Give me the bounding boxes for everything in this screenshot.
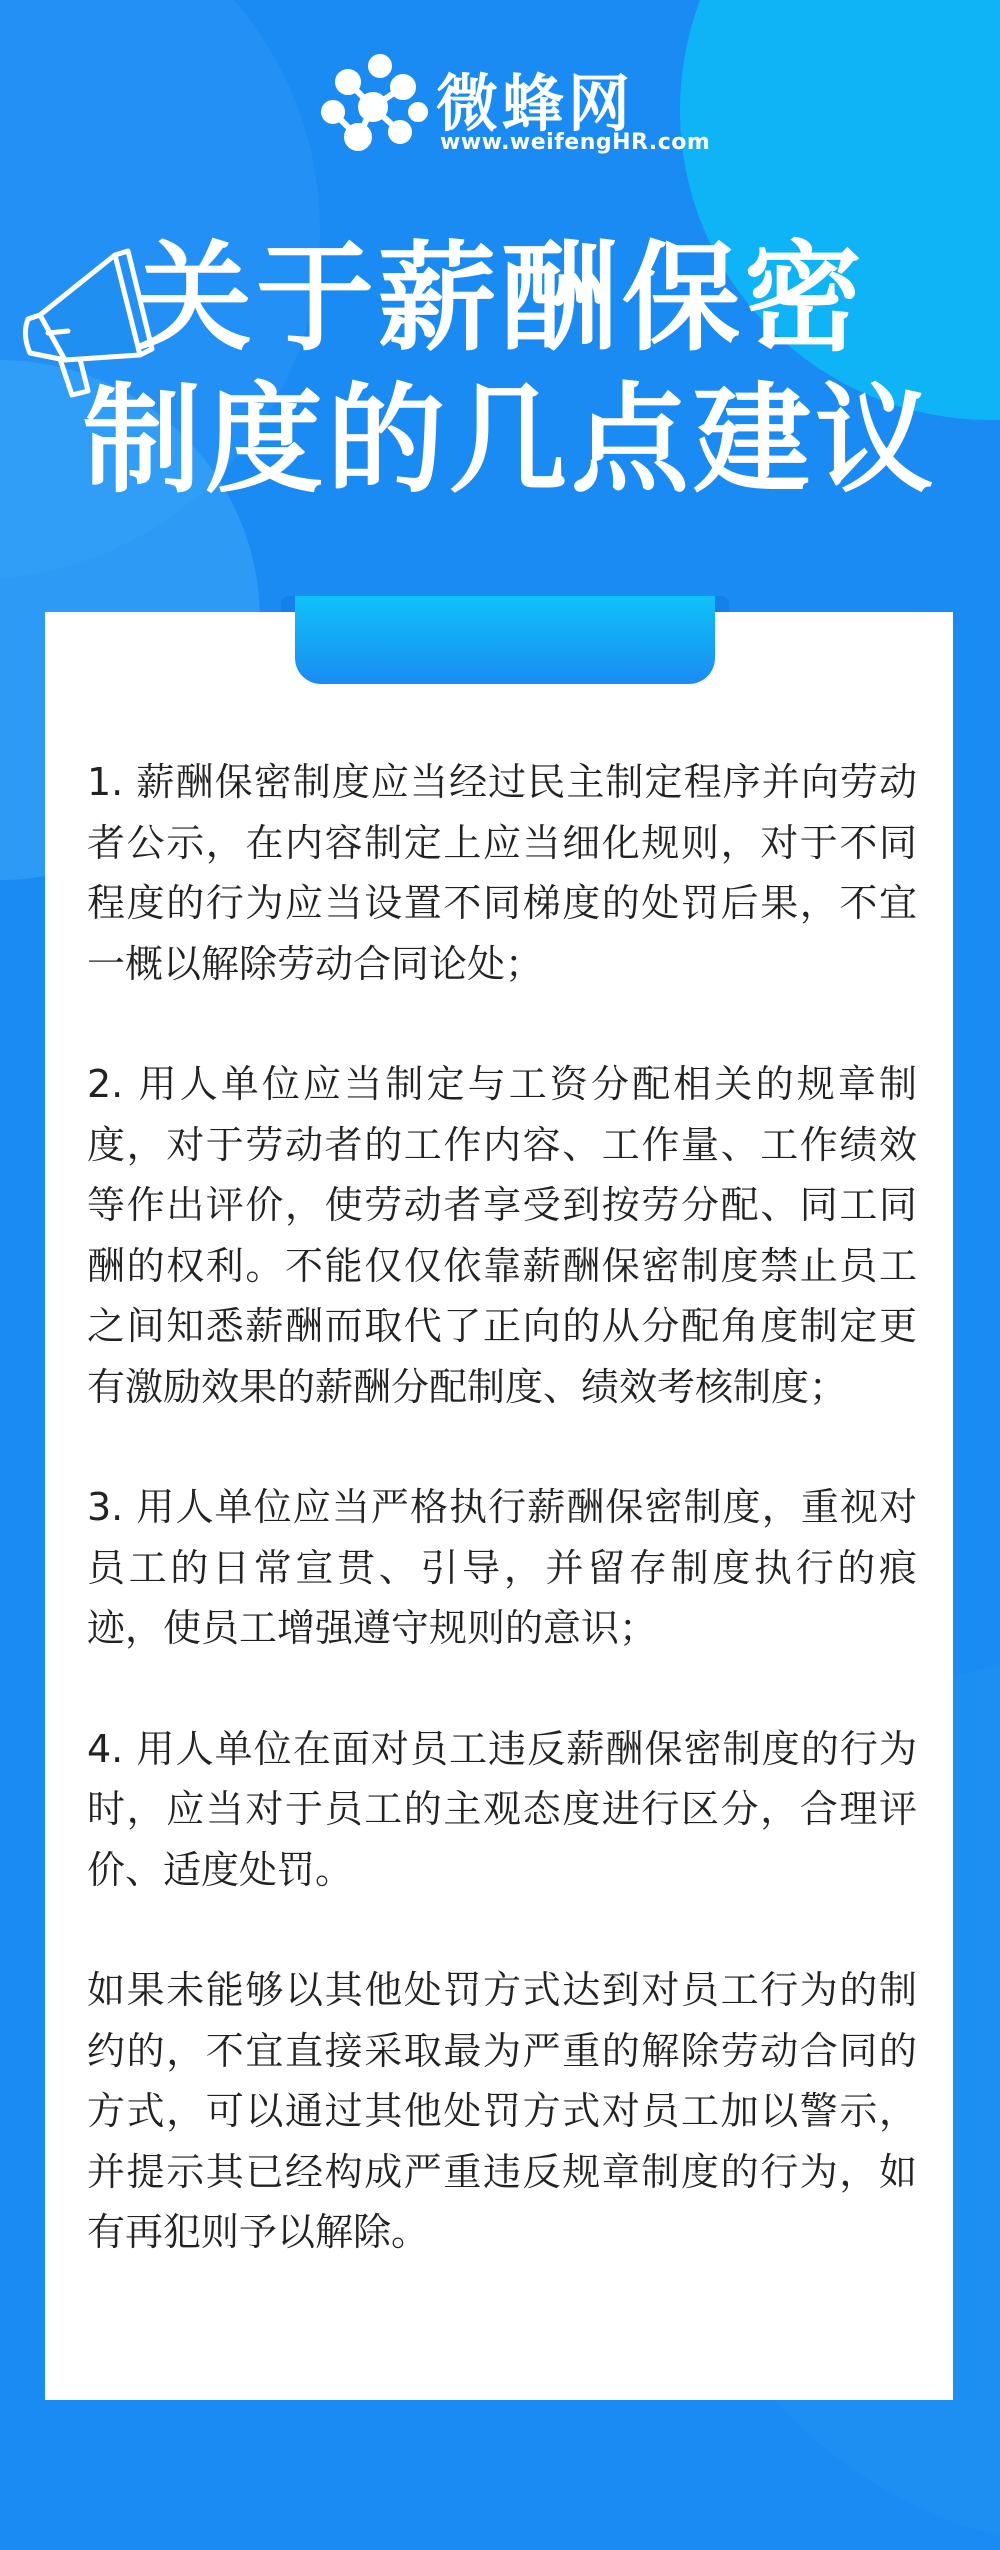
molecule-dots-icon [318,52,428,162]
card-tab [295,596,715,684]
suggestion-paragraph: 2. 用人单位应当制定与工资分配相关的规章制度，对于劳动者的工作内容、工作量、工作绩效等作出评价，使劳动者享受到按劳分配、同工同酬的权利。不能仅仅依靠薪酬保密制度禁止员工之间知悉薪酬而取代了正向的从分配角度制定更有激励效果的薪酬分配制度、绩效考核制度； [87,1062,917,1409]
brand-logo [318,52,711,162]
suggestion-paragraph: 4. 用人单位在面对员工违反薪酬保密制度的行为时，应当对于员工的主观态度进行区分，合理评价、适度处罚。 [87,1726,917,1892]
content-card [45,612,953,2400]
page-title-line-2: 制度的几点建议 [82,371,937,509]
brand-url: www.weifengHR.com [440,130,711,155]
conclusion-paragraph: 如果未能够以其他处罚方式达到对员工行为的制约的，不宜直接采取最为严重的解除劳动合同的方式，可以通过其他处罚方式对员工加以警示，并提示其已经构成严重违反规章制度的行为，如有再犯则予以解除。 [87,1968,917,2254]
page-title-line-1: 关于薪酬保密 [133,229,866,367]
content-body [87,752,917,2323]
brand-name: 微蜂网 [436,67,635,140]
suggestion-paragraph: 3. 用人单位应当严格执行薪酬保密制度，重视对员工的日常宣贯、引导，并留存制度执行的痕迹，使员工增强遵守规则的意识； [87,1485,917,1650]
suggestion-paragraph: 1. 薪酬保密制度应当经过民主制定程序并向劳动者公示，在内容制定上应当细化规则，对于不同程度的行为应当设置不同梯度的处罚后果，不宜一概以解除劳动合同论处； [87,760,917,986]
